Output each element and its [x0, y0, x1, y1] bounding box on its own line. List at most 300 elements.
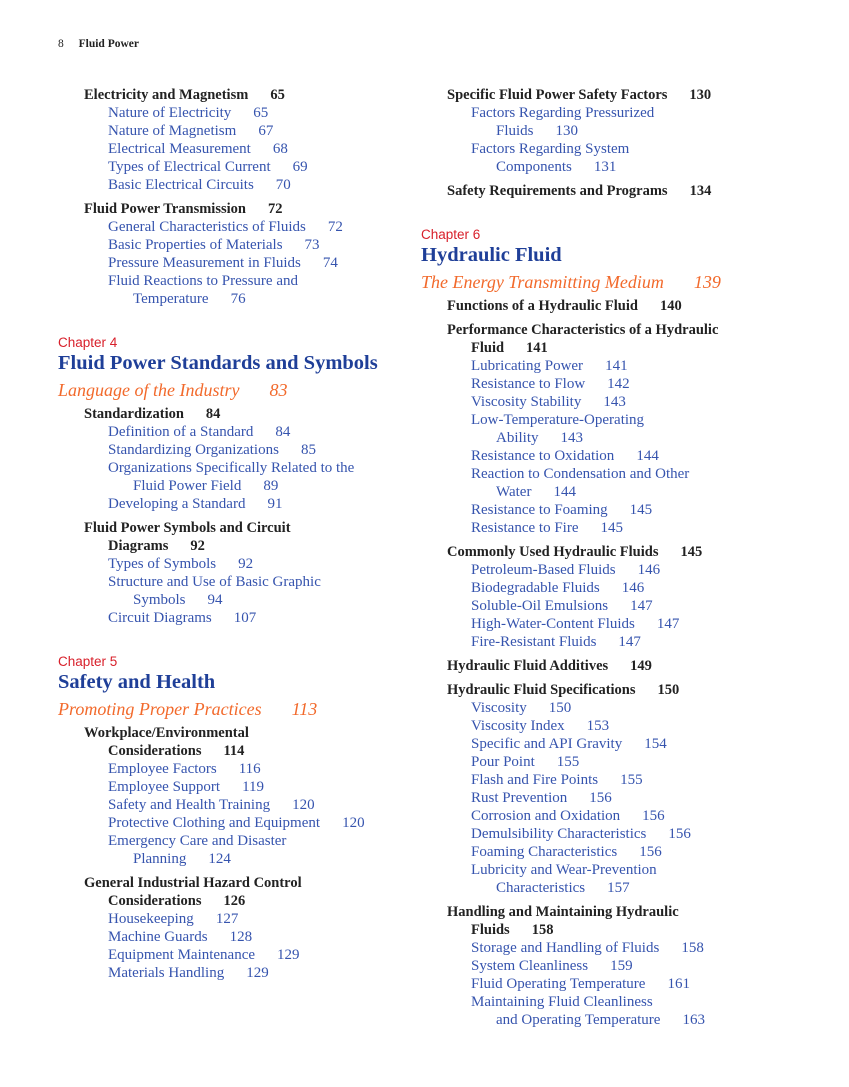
toc-section-line	[84, 537, 448, 555]
chapter-title-line	[421, 246, 811, 264]
chapter-title-text: Safety and Health	[58, 671, 216, 693]
toc-section[interactable]	[421, 86, 811, 104]
toc-entry[interactable]	[58, 928, 448, 946]
toc-entry-line	[471, 735, 811, 753]
page-ref: 145	[600, 520, 623, 536]
page-ref: 146	[621, 580, 645, 596]
page-ref: 130	[689, 87, 712, 103]
toc-entry-line	[108, 573, 448, 591]
page-ref: 134	[689, 183, 712, 199]
toc-entry-line	[108, 104, 448, 122]
toc-entry-line	[108, 760, 448, 778]
toc-section[interactable]	[421, 543, 811, 561]
toc-entry-text: Symbols	[133, 592, 186, 608]
page-ref: 159	[610, 958, 633, 974]
page-ref: 144	[636, 448, 659, 464]
toc-entry-text: Factors Regarding System	[471, 141, 630, 157]
toc-entry-line	[471, 158, 811, 176]
page-ref: 143	[603, 394, 626, 410]
page-ref: 156	[639, 844, 662, 860]
toc-section-line	[447, 321, 811, 339]
toc-entry-line	[471, 140, 811, 158]
toc-entry[interactable]	[421, 465, 811, 501]
toc-entry-line	[471, 789, 811, 807]
toc-entry-line	[471, 633, 811, 651]
page-ref: 72	[267, 201, 283, 217]
page-ref: 147	[656, 616, 680, 632]
page-ref: 129	[277, 947, 300, 963]
toc-entry-text: Lubricity and Wear-Prevention	[471, 862, 657, 878]
page-ref: 84	[205, 406, 221, 422]
chapter-subtitle	[58, 381, 448, 399]
toc-entry-text: Structure and Use of Basic Graphic	[108, 574, 321, 590]
toc-entry[interactable]	[421, 861, 811, 897]
toc-section-text: Fluid	[471, 340, 505, 356]
toc-section-text: Handling and Maintaining Hydraulic	[447, 904, 679, 920]
page-ref: 150	[548, 700, 572, 716]
toc-entry-line	[471, 561, 811, 579]
chapter-subtitle-line	[58, 381, 448, 399]
toc-entry-text: Resistance to Fire	[471, 520, 579, 536]
toc-section-text: Standardization	[84, 406, 184, 422]
toc-entry[interactable]	[421, 771, 811, 789]
toc-entry-line	[108, 290, 448, 308]
toc-entry-text: Fluid Reactions to Pressure and	[108, 273, 298, 289]
page-ref: 120	[342, 815, 365, 831]
toc-section-text: General Industrial Hazard Control	[84, 875, 302, 891]
page-ref: 147	[630, 598, 653, 614]
page-ref: 158	[531, 922, 554, 938]
page-ref: 91	[267, 496, 283, 512]
chapter-title-text: Fluid Power Standards and Symbols	[58, 352, 378, 374]
toc-section-line	[84, 86, 448, 104]
chapter-title	[58, 673, 448, 691]
page-ref: 67	[258, 123, 274, 139]
toc-entry-text: Pour Point	[471, 754, 535, 770]
chapter-label-line	[58, 334, 448, 352]
page-ref: 69	[292, 159, 308, 175]
chapter-subtitle-line	[421, 273, 811, 291]
toc-entry-text: Ability	[496, 430, 539, 446]
toc-entry-line	[471, 447, 811, 465]
toc-entry-line	[108, 778, 448, 796]
toc-entry[interactable]	[58, 760, 448, 778]
toc-entry-text: General Characteristics of Fluids	[108, 219, 306, 235]
page-ref: 156	[589, 790, 612, 806]
toc-entry[interactable]	[58, 573, 448, 609]
toc-entry-text: Maintaining Fluid Cleanliness	[471, 994, 653, 1010]
toc-entry-line	[108, 946, 448, 964]
page-ref: 65	[253, 105, 269, 121]
toc-section-line	[447, 903, 811, 921]
toc-section[interactable]	[58, 874, 448, 910]
toc-entry[interactable]	[421, 975, 811, 993]
toc-entry-text: Lubricating Power	[471, 358, 584, 374]
toc-entry[interactable]	[421, 597, 811, 615]
toc-entry-line	[108, 176, 448, 194]
toc-entry[interactable]	[421, 104, 811, 140]
page-ref: 84	[275, 424, 291, 440]
toc-entry[interactable]	[58, 423, 448, 441]
page-ref: 147	[618, 634, 641, 650]
page-ref: 156	[668, 826, 691, 842]
toc-entry-line	[471, 393, 811, 411]
page-ref: 141	[526, 340, 548, 356]
toc-entry-line	[471, 717, 811, 735]
toc-section[interactable]	[421, 903, 811, 939]
page-ref: 85	[300, 442, 316, 458]
toc-entry-line	[471, 753, 811, 771]
toc-entry-text: Organizations Specifically Related to the	[108, 460, 355, 476]
toc-entry[interactable]	[58, 946, 448, 964]
toc-entry[interactable]	[421, 375, 811, 393]
toc-entry-line	[471, 465, 811, 483]
page-ref: 149	[630, 658, 652, 674]
page-ref: 154	[644, 736, 667, 752]
toc-entry-text: Water	[496, 484, 532, 500]
chapter-title	[421, 246, 811, 264]
toc-entry-text: Materials Handling	[108, 965, 225, 981]
toc-entry[interactable]	[421, 633, 811, 651]
toc-entry[interactable]	[421, 735, 811, 753]
toc-entry-text: Fluid Power Field	[133, 478, 242, 494]
toc-section-text: Commonly Used Hydraulic Fluids	[447, 544, 659, 560]
toc-entry-line	[108, 814, 448, 832]
toc-entry-text: System Cleanliness	[471, 958, 589, 974]
toc-section-line	[84, 874, 448, 892]
page-ref: 139	[693, 272, 721, 292]
toc-column-left	[58, 80, 448, 982]
toc-entry-line	[471, 843, 811, 861]
page-ref: 94	[207, 592, 223, 608]
page-ref: 73	[304, 237, 320, 253]
toc-entry[interactable]	[58, 140, 448, 158]
toc-entry[interactable]	[421, 957, 811, 975]
toc-entry-line	[108, 158, 448, 176]
chapter-subtitle	[58, 700, 448, 718]
page-ref: 157	[607, 880, 630, 896]
toc-entry-text: Nature of Electricity	[108, 105, 232, 121]
toc-entry-line	[108, 964, 448, 982]
toc-section[interactable]	[421, 657, 811, 675]
toc-section-line	[447, 657, 811, 675]
toc-section-text: Performance Characteristics of a Hydraulic	[447, 322, 719, 338]
toc-entry[interactable]	[58, 176, 448, 194]
toc-entry-text: Definition of a Standard	[108, 424, 254, 440]
page-ref: 158	[681, 940, 704, 956]
toc-entry-text: Safety and Health Training	[108, 797, 271, 813]
page-ref: 156	[642, 808, 665, 824]
toc-entry-text: Fluids	[496, 123, 534, 139]
toc-section-text: Fluid Power Symbols and Circuit	[84, 520, 291, 536]
toc-entry-text: Rust Prevention	[471, 790, 568, 806]
toc-entry[interactable]	[421, 789, 811, 807]
toc-entry-text: Viscosity	[471, 700, 527, 716]
page-ref: 128	[229, 929, 253, 945]
toc-entry-text: Temperature	[133, 291, 209, 307]
toc-section-text: Fluids	[471, 922, 510, 938]
toc-entry-line	[471, 939, 811, 957]
toc-entry-text: Types of Symbols	[108, 556, 217, 572]
page-ref: 70	[275, 177, 291, 193]
toc-section-line	[447, 86, 811, 104]
page-ref: 140	[659, 298, 682, 314]
chapter-label	[421, 226, 811, 244]
toc-section[interactable]	[58, 519, 448, 555]
toc-entry[interactable]	[421, 807, 811, 825]
page-ref: 72	[327, 219, 343, 235]
toc-entry-text: Basic Properties of Materials	[108, 237, 283, 253]
toc-entry-line	[471, 411, 811, 429]
page-ref: 130	[555, 123, 579, 139]
toc-section[interactable]	[58, 200, 448, 218]
toc-entry-text: Circuit Diagrams	[108, 610, 212, 626]
toc-entry-line	[471, 975, 811, 993]
toc-section[interactable]	[421, 681, 811, 699]
running-header	[58, 38, 139, 50]
page-ref: 141	[605, 358, 628, 374]
page-ref: 142	[607, 376, 630, 392]
toc-entry-text: Nature of Magnetism	[108, 123, 237, 139]
toc-section-line	[84, 724, 448, 742]
chapter-label-text: Chapter 5	[58, 654, 118, 669]
page-ref: 113	[291, 699, 318, 719]
toc-entry-text: Developing a Standard	[108, 496, 246, 512]
toc-entry-line	[108, 441, 448, 459]
toc-entry-text: Soluble-Oil Emulsions	[471, 598, 609, 614]
page-ref: 146	[637, 562, 661, 578]
page-ref: 144	[553, 484, 576, 500]
toc-section-line	[447, 543, 811, 561]
toc-section-line	[447, 339, 811, 357]
chapter-label-text: Chapter 6	[421, 227, 481, 242]
toc-entry-line	[471, 579, 811, 597]
toc-entry[interactable]	[58, 796, 448, 814]
toc-entry-text: Resistance to Foaming	[471, 502, 608, 518]
toc-entry-line	[108, 555, 448, 573]
toc-entry[interactable]	[421, 939, 811, 957]
toc-section[interactable]	[421, 321, 811, 357]
page-ref: 161	[667, 976, 690, 992]
toc-entry-text: Low-Temperature-Operating	[471, 412, 645, 428]
toc-entry-line	[108, 495, 448, 513]
toc-entry[interactable]	[58, 495, 448, 513]
book-title: Fluid Power	[78, 38, 139, 50]
chapter-label-text: Chapter 4	[58, 335, 118, 350]
page-ref: 150	[657, 682, 680, 698]
page-ref: 68	[272, 141, 288, 157]
toc-entry-text: Characteristics	[496, 880, 586, 896]
toc-section[interactable]	[421, 297, 811, 315]
chapter-label-line	[58, 653, 448, 671]
toc-section-text: Specific Fluid Power Safety Factors	[447, 87, 668, 103]
toc-entry[interactable]	[421, 843, 811, 861]
toc-entry[interactable]	[58, 459, 448, 495]
chapter-subtitle-line	[58, 700, 448, 718]
toc-entry-text: Pressure Measurement in Fluids	[108, 255, 301, 271]
toc-entry-line	[471, 993, 811, 1011]
toc-section-line	[84, 742, 448, 760]
page-ref: 74	[322, 255, 338, 271]
page-ref: 76	[230, 291, 246, 307]
toc-entry[interactable]	[421, 717, 811, 735]
toc-section-line	[84, 519, 448, 537]
toc-entry-line	[108, 423, 448, 441]
toc-entry[interactable]	[58, 814, 448, 832]
toc-entry[interactable]	[58, 778, 448, 796]
toc-section-line	[84, 892, 448, 910]
toc-section[interactable]	[58, 724, 448, 760]
toc-entry-line	[471, 1011, 811, 1029]
toc-entry[interactable]	[421, 519, 811, 537]
toc-entry[interactable]	[421, 140, 811, 176]
toc-entry-line	[108, 850, 448, 868]
toc-entry-text: Housekeeping	[108, 911, 194, 927]
toc-entry-line	[471, 122, 811, 140]
toc-section[interactable]	[58, 86, 448, 104]
toc-entry[interactable]	[58, 910, 448, 928]
toc-entry-text: Viscosity Stability	[471, 394, 582, 410]
toc-entry[interactable]	[58, 272, 448, 308]
toc-entry[interactable]	[58, 254, 448, 272]
toc-entry[interactable]	[58, 555, 448, 573]
toc-entry-line	[108, 218, 448, 236]
toc-entry-text: Biodegradable Fluids	[471, 580, 600, 596]
toc-entry-text: Factors Regarding Pressurized	[471, 105, 655, 121]
toc-column-right	[421, 80, 811, 1029]
page-ref: 83	[269, 380, 288, 400]
toc-section-line	[447, 297, 811, 315]
chapter-label	[58, 334, 448, 352]
toc-entry-text: Basic Electrical Circuits	[108, 177, 254, 193]
toc-entry[interactable]	[421, 699, 811, 717]
page-ref: 114	[223, 743, 245, 759]
toc-entry-line	[471, 615, 811, 633]
page-ref: 145	[629, 502, 653, 518]
toc-section-text: Safety Requirements and Programs	[447, 183, 668, 199]
chapter-subtitle-text: Promoting Proper Practices	[58, 699, 262, 719]
page-number: 8	[58, 38, 64, 50]
toc-entry-line	[471, 699, 811, 717]
toc-entry[interactable]	[58, 441, 448, 459]
toc-entry-text: Resistance to Oxidation	[471, 448, 615, 464]
toc-entry-line	[471, 357, 811, 375]
toc-entry-text: Corrosion and Oxidation	[471, 808, 621, 824]
toc-entry-line	[471, 771, 811, 789]
page-ref: 124	[208, 851, 231, 867]
page-ref: 131	[593, 159, 617, 175]
toc-entry[interactable]	[421, 993, 811, 1029]
page-ref: 92	[238, 556, 254, 572]
toc-entry-line	[471, 375, 811, 393]
page-ref: 153	[586, 718, 610, 734]
toc-entry-line	[108, 591, 448, 609]
toc-entry-line	[108, 477, 448, 495]
toc-entry-text: Petroleum-Based Fluids	[471, 562, 616, 578]
toc-entry-text: Storage and Handling of Fluids	[471, 940, 660, 956]
page-ref: 65	[270, 87, 285, 103]
toc-entry-line	[108, 254, 448, 272]
page-ref: 89	[263, 478, 279, 494]
toc-entry[interactable]	[58, 832, 448, 868]
toc-section-text: Workplace/Environmental	[84, 725, 249, 741]
toc-entry-line	[471, 957, 811, 975]
toc-section-text: Hydraulic Fluid Additives	[447, 658, 609, 674]
toc-entry[interactable]	[421, 579, 811, 597]
toc-entry-line	[108, 796, 448, 814]
toc-entry-text: Protective Clothing and Equipment	[108, 815, 321, 831]
toc-section-line	[84, 200, 448, 218]
toc-entry[interactable]	[421, 825, 811, 843]
toc-entry-text: Reaction to Condensation and Other	[471, 466, 690, 482]
toc-entry[interactable]	[421, 615, 811, 633]
page-ref: 155	[556, 754, 580, 770]
toc-entry-text: Fluid Operating Temperature	[471, 976, 646, 992]
toc-entry[interactable]	[58, 122, 448, 140]
toc-entry-text: Foaming Characteristics	[471, 844, 618, 860]
toc-entry-line	[471, 825, 811, 843]
chapter-subtitle	[421, 273, 811, 291]
page-ref: 92	[190, 538, 205, 554]
toc-entry-text: Demulsibility Characteristics	[471, 826, 647, 842]
toc-entry[interactable]	[421, 447, 811, 465]
toc-section-text: Hydraulic Fluid Specifications	[447, 682, 636, 698]
toc-section-text: Fluid Power Transmission	[84, 201, 246, 217]
page-ref: 127	[215, 911, 239, 927]
toc-entry[interactable]	[58, 218, 448, 236]
toc-section-text: Diagrams	[108, 538, 169, 554]
toc-entry[interactable]	[421, 411, 811, 447]
toc-entry[interactable]	[421, 561, 811, 579]
toc-section[interactable]	[421, 182, 811, 200]
toc-entry[interactable]	[58, 158, 448, 176]
toc-section-text: Electricity and Magnetism	[84, 87, 249, 103]
toc-entry[interactable]	[421, 501, 811, 519]
chapter-title-text: Hydraulic Fluid	[421, 244, 562, 266]
toc-entry-line	[471, 861, 811, 879]
toc-entry[interactable]	[58, 104, 448, 122]
toc-entry[interactable]	[58, 964, 448, 982]
toc-entry-line	[471, 429, 811, 447]
toc-entry-line	[471, 501, 811, 519]
chapter-subtitle-text: The Energy Transmitting Medium	[421, 272, 664, 292]
page-ref: 163	[682, 1012, 705, 1028]
toc-entry[interactable]	[421, 393, 811, 411]
page-ref: 119	[242, 779, 265, 795]
toc-entry-text: Emergency Care and Disaster	[108, 833, 287, 849]
page-ref: 107	[233, 610, 257, 626]
toc-entry-line	[108, 140, 448, 158]
chapter-label	[58, 653, 448, 671]
page-ref: 129	[246, 965, 269, 981]
toc-entry[interactable]	[421, 357, 811, 375]
toc-entry-line	[471, 519, 811, 537]
page-ref: 143	[560, 430, 584, 446]
toc-section-line	[447, 182, 811, 200]
chapter-subtitle-text: Language of the Industry	[58, 380, 240, 400]
toc-entry-line	[108, 832, 448, 850]
toc-entry[interactable]	[58, 609, 448, 627]
toc-entry-text: Equipment Maintenance	[108, 947, 256, 963]
toc-entry[interactable]	[421, 753, 811, 771]
toc-section[interactable]	[58, 405, 448, 423]
toc-section-line	[447, 681, 811, 699]
toc-entry-text: Types of Electrical Current	[108, 159, 271, 175]
toc-entry-line	[471, 483, 811, 501]
toc-entry[interactable]	[58, 236, 448, 254]
toc-entry-text: and Operating Temperature	[496, 1012, 661, 1028]
toc-entry-line	[108, 609, 448, 627]
